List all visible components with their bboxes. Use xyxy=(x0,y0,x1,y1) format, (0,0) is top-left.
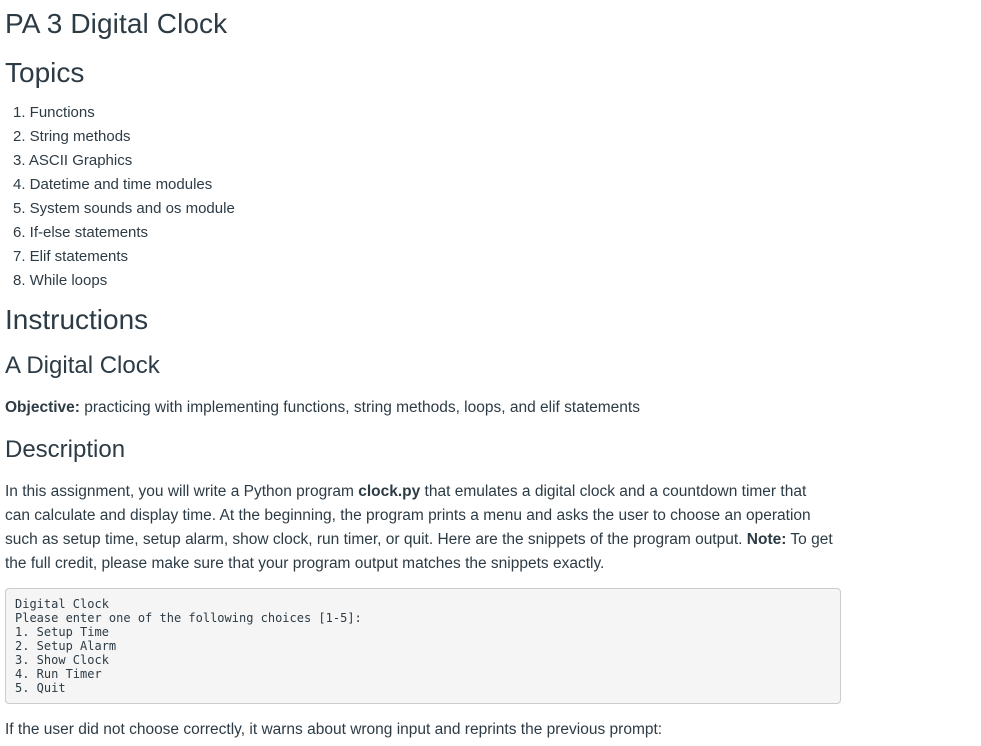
note-label: Note: xyxy=(746,531,787,548)
objective-paragraph xyxy=(5,396,835,420)
code-line: Digital Clock xyxy=(15,597,109,611)
description-heading: Description xyxy=(5,436,126,463)
code-line: Please enter one of the following choices [1-5]: xyxy=(15,611,362,625)
page-title: PA 3 Digital Clock xyxy=(5,8,228,39)
topic-item: 4. Datetime and time modules xyxy=(13,176,213,193)
followup-paragraph: If the user did not choose correctly, it warns about wrong input and reprints the previous prompt: xyxy=(5,721,663,738)
description-paragraph xyxy=(5,480,835,576)
topic-item: 1. Functions xyxy=(13,104,95,121)
description-text-1: In this assignment, you will write a Python program xyxy=(5,483,359,500)
topic-item: 3. ASCII Graphics xyxy=(13,152,133,169)
program-output-snippet xyxy=(5,588,841,704)
code-line: 5. Quit xyxy=(15,681,66,695)
description-text-2: that emulates a digital clock and a countdown timer that can calculate and display time. At the beginning, the program prints a menu and asks the user to choose an operation such as setup time, setup alarm, show clock, run timer, or quit. Here are the snippets of the program output. xyxy=(5,483,811,548)
objective-label: Objective: xyxy=(5,399,80,416)
topic-item: 6. If-else statements xyxy=(13,224,149,241)
objective-text: practicing with implementing functions, string methods, loops, and elif statements xyxy=(79,399,640,416)
code-line: 3. Show Clock xyxy=(15,653,109,667)
topics-heading: Topics xyxy=(5,57,85,88)
code-line: 1. Setup Time xyxy=(15,625,109,639)
instructions-heading: Instructions xyxy=(5,304,149,335)
code-line: 4. Run Timer xyxy=(15,667,102,681)
topic-item: 5. System sounds and os module xyxy=(13,200,235,217)
instructions-subheading: A Digital Clock xyxy=(5,352,160,379)
topics-list xyxy=(13,101,235,293)
program-filename: clock.py xyxy=(358,483,421,500)
topic-item: 8. While loops xyxy=(13,272,108,289)
code-line: 2. Setup Alarm xyxy=(15,639,117,653)
topic-item: 2. String methods xyxy=(13,128,131,145)
topic-item: 7. Elif statements xyxy=(13,248,129,265)
note-text: To get the full credit, please make sure that your program output matches the snippets exactly. xyxy=(5,531,833,572)
